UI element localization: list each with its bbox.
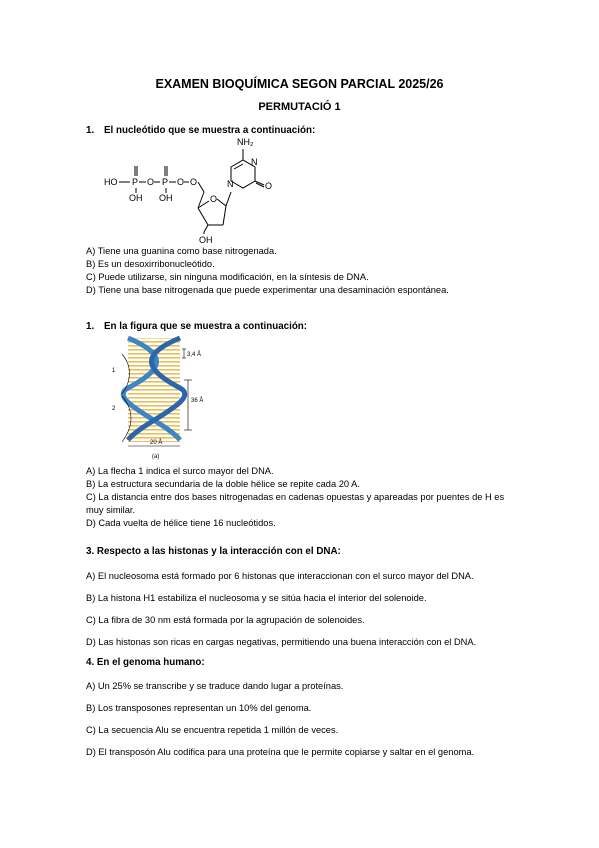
question-1-text: El nucleótido que se muestra a continuación: (104, 125, 316, 136)
question-1-option-c[interactable]: C) Puede utilizarse, sin ninguna modificación, en la síntesis de DNA. (86, 272, 369, 282)
ring-n-label-1: N (251, 157, 258, 167)
question-4-option-c[interactable]: C) La secuencia Alu se encuentra repetida 1 millón de veces. (86, 725, 339, 735)
question-4-option-b[interactable]: B) Los transposones representan un 10% del genoma. (86, 703, 312, 713)
question-1-number: 1. (86, 125, 95, 136)
question-4-option-d[interactable]: D) El transposón Alu codifica para una proteína que le permite copiarse y saltar en el genoma. (86, 747, 475, 757)
question-1-option-a[interactable]: A) Tiene una guanina como base nitrogenada. (86, 246, 277, 256)
helix-pitch-label: 36 Å (191, 398, 204, 404)
sugar-oh-label: OH (199, 235, 213, 245)
question-2-option-c[interactable]: C) La distancia entre dos bases nitrogenadas en cadenas opuestas y apareadas por puentes de H es muy similar. (86, 492, 505, 515)
question-2-heading (86, 321, 307, 332)
dna-double-helix-figure (108, 336, 218, 462)
question-4-option-a[interactable]: A) Un 25% se transcribe y se traduce dando lugar a proteínas. (86, 681, 344, 691)
question-1-option-d[interactable]: D) Tiene una base nitrogenada que puede experimentar una desaminación espontánea. (86, 285, 449, 295)
question-3-option-d[interactable]: D) Las histonas son ricas en cargas negativas, permitiendo una buena interacción con el DNA. (86, 637, 477, 647)
question-2-option-d[interactable]: D) Cada vuelta de hélice tiene 16 nucleótidos. (86, 518, 276, 528)
exam-subtitle: PERMUTACIÓ 1 (258, 101, 341, 113)
question-1-option-b[interactable]: B) Es un desoxirribonucleótido. (86, 259, 215, 269)
phosphate-oh-label-1: OH (129, 193, 143, 203)
question-2-text: En la figura que se muestra a continuación: (104, 321, 308, 332)
question-2-option-b[interactable]: B) La estructura secundaria de la doble hélice se repite cada 20 A. (86, 479, 360, 489)
helix-label-2: 2 (112, 406, 116, 412)
phosphate-oh-label-2: OH (159, 193, 173, 203)
phosphorus-label-1: P (132, 177, 139, 187)
question-3-option-b[interactable]: B) La histona H1 estabiliza el nucleosoma y se sitúa hacia el interior del solenoide. (86, 593, 427, 603)
exam-title: EXAMEN BIOQUÍMICA SEGON PARCIAL 2025/26 (155, 77, 444, 91)
question-3-heading: 3. Respecto a las histonas y la interacción con el DNA: (86, 546, 341, 557)
ho-label: HO (104, 177, 118, 187)
question-3-options (86, 570, 526, 658)
bridge-o-label-1: O (147, 177, 155, 187)
bridge-o-label-3: O (190, 177, 198, 187)
phosphorus-label-2: P (162, 177, 169, 187)
question-4-options (86, 680, 526, 768)
ring-n-label-2: N (227, 179, 234, 189)
question-2-options (86, 465, 518, 530)
question-4-heading: 4. En el genoma humano: (86, 657, 205, 668)
nh2-label: NH₂ (237, 137, 254, 147)
helix-label-1: 1 (112, 368, 116, 374)
question-1-options (86, 245, 526, 297)
question-2-number: 1. (86, 321, 95, 332)
question-3-option-c[interactable]: C) La fibra de 30 nm está formada por la agrupación de solenoides. (86, 615, 365, 625)
figure-caption: (a) (152, 454, 160, 460)
carbonyl-o-label: O (265, 181, 273, 191)
question-2-option-a[interactable]: A) La flecha 1 indica el surco mayor del DNA. (86, 466, 274, 476)
helix-diameter-label: 20 Å (150, 440, 163, 446)
bridge-o-label-2: O (177, 177, 185, 187)
nucleotide-structure-figure (98, 135, 288, 247)
ring-oxygen-label: O (210, 194, 218, 204)
question-3-option-a[interactable]: A) El nucleosoma está formado por 6 histonas que interaccionan con el surco mayor del DNA. (86, 571, 474, 581)
rise-per-base-label: 3,4 Å (187, 352, 202, 358)
